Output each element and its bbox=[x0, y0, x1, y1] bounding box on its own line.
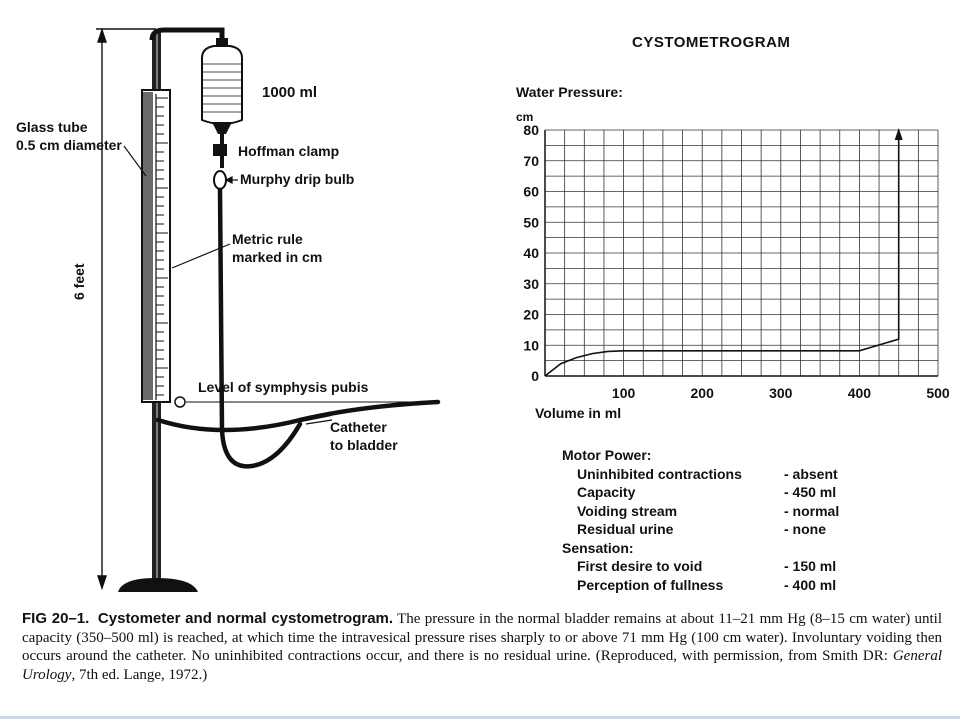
sensation-row-name: First desire to void bbox=[577, 558, 703, 574]
figure-title: Cystometer and normal cystometrogram. bbox=[97, 610, 394, 627]
chart-title: CYSTOMETROGRAM bbox=[632, 34, 791, 51]
symphysis-label: Level of symphysis pubis bbox=[198, 379, 369, 395]
motor-power-heading: Motor Power: bbox=[562, 447, 652, 463]
sensation-row-name: Perception of fullness bbox=[577, 576, 724, 593]
y-tick-label: 40 bbox=[523, 245, 539, 261]
sensation-row-value: - 150 ml bbox=[784, 558, 837, 574]
motor-row-value: - normal bbox=[784, 502, 840, 519]
murphy-drip-bulb bbox=[214, 171, 226, 189]
y-tick-label: 60 bbox=[523, 183, 539, 200]
murphy-drip-bulb-label: Murphy drip bulb bbox=[240, 171, 355, 187]
motor-row bbox=[560, 520, 864, 539]
motor-row-value: - absent bbox=[784, 465, 838, 482]
y-tick-label: 70 bbox=[523, 152, 539, 169]
hoffman-clamp-label: Hoffman clamp bbox=[238, 143, 340, 159]
sensation-row bbox=[560, 576, 864, 595]
x-tick-label: 500 bbox=[926, 385, 950, 400]
motor-row bbox=[560, 465, 864, 484]
x-tick-label: 100 bbox=[611, 385, 636, 400]
y-tick-label: 10 bbox=[523, 337, 539, 354]
stand-base bbox=[118, 578, 198, 592]
glass-tube-label: Glass tube 0.5 cm diameter bbox=[16, 119, 122, 153]
motor-row-value: - 450 ml bbox=[784, 484, 837, 500]
sensation-row bbox=[560, 557, 864, 576]
y-tick-label: 0 bbox=[531, 368, 539, 384]
cystometer-apparatus-drawing bbox=[0, 0, 500, 610]
x-tick-label: 400 bbox=[847, 385, 872, 400]
cystometrogram-chart bbox=[500, 100, 950, 400]
y-axis-unit: cm bbox=[516, 110, 534, 124]
metric-rule-label: Metric rule marked in cm bbox=[232, 231, 323, 265]
caption-body-part-2: , 7th ed. Lange, 1972.) bbox=[71, 666, 208, 683]
iv-bottle bbox=[202, 38, 242, 134]
sensation-row-value: - 400 ml bbox=[784, 576, 837, 593]
motor-row bbox=[560, 483, 864, 502]
bottle-volume-label: 1000 ml bbox=[262, 84, 318, 101]
y-tick-label: 20 bbox=[523, 306, 539, 323]
sensation-heading: Sensation: bbox=[562, 539, 634, 556]
y-tick-label: 50 bbox=[523, 214, 539, 231]
bottom-divider bbox=[0, 716, 960, 719]
figure-number: FIG 20–1. bbox=[22, 610, 90, 627]
motor-row-name: Voiding stream bbox=[577, 502, 678, 519]
caption-body-part-1: The pressure in the normal bladder remains at about 11–21 mm Hg (8–15 cm water) until capacity (350–500 ml) is reached, at which time the intravesical pressure rises sharply to or above 71 mm Hg (100 cm water). Involuntary voiding then occurs around the catheter. No uninhibited contractions occur, and there is no residual urine. (Reproduced, with permission, from Smith DR: bbox=[22, 611, 943, 664]
figure-caption bbox=[22, 610, 942, 684]
height-label: 6 feet bbox=[71, 263, 87, 300]
motor-row-name: Residual urine bbox=[577, 521, 674, 537]
motor-row-name: Uninhibited contractions bbox=[577, 465, 742, 482]
motor-row-name: Capacity bbox=[577, 484, 636, 500]
y-tick-label: 30 bbox=[523, 275, 539, 292]
x-tick-label: 200 bbox=[690, 385, 714, 400]
motor-row bbox=[560, 502, 864, 521]
x-axis-label: Volume in ml bbox=[535, 405, 622, 421]
y-tick-label: 80 bbox=[523, 122, 539, 138]
x-tick-label: 300 bbox=[769, 385, 793, 400]
y-axis-label: Water Pressure: bbox=[516, 84, 623, 100]
book-title: General Urology bbox=[22, 648, 942, 683]
glass-tube-metric-rule bbox=[142, 90, 170, 402]
hoffman-clamp bbox=[213, 134, 227, 168]
motor-row-value: - none bbox=[784, 521, 826, 537]
catheter-label: Catheter to bladder bbox=[330, 419, 398, 453]
results-summary bbox=[560, 446, 864, 594]
